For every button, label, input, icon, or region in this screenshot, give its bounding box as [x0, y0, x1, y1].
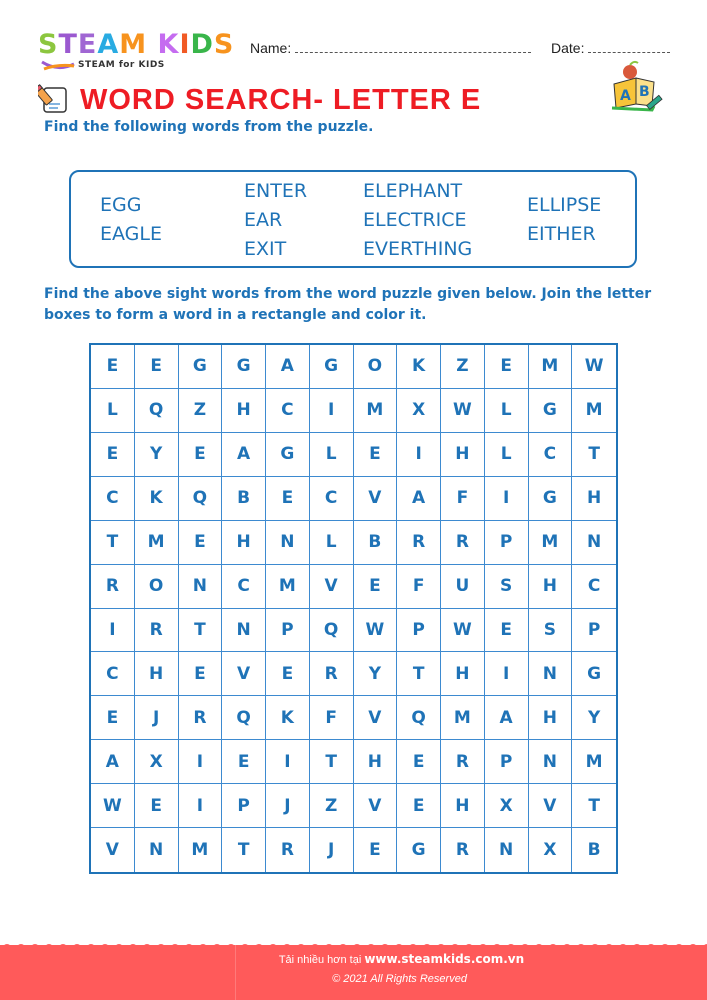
- grid-cell[interactable]: R: [397, 521, 441, 565]
- grid-cell[interactable]: I: [179, 740, 223, 784]
- grid-cell[interactable]: J: [266, 784, 310, 828]
- footer-download-text: [0, 952, 707, 966]
- grid-cell[interactable]: R: [91, 565, 135, 609]
- grid-cell[interactable]: W: [572, 345, 616, 389]
- date-blank[interactable]: [588, 40, 670, 53]
- grid-cell[interactable]: E: [91, 345, 135, 389]
- word-item: ELLIPSE: [527, 194, 602, 216]
- logo-subtitle: STEAM for KIDS: [78, 60, 165, 70]
- grid-cell[interactable]: I: [397, 433, 441, 477]
- grid-cell[interactable]: A: [91, 740, 135, 784]
- grid-cell[interactable]: P: [266, 609, 310, 653]
- grid-cell[interactable]: W: [441, 609, 485, 653]
- grid-cell[interactable]: W: [354, 609, 398, 653]
- logo-letter: A: [97, 29, 120, 60]
- grid-cell[interactable]: G: [310, 345, 354, 389]
- grid-cell[interactable]: P: [222, 784, 266, 828]
- grid-cell[interactable]: S: [529, 609, 573, 653]
- grid-cell[interactable]: E: [179, 521, 223, 565]
- logo-letter: T: [58, 29, 78, 60]
- grid-cell[interactable]: H: [529, 696, 573, 740]
- grid-cell[interactable]: H: [222, 389, 266, 433]
- grid-cell[interactable]: Q: [397, 696, 441, 740]
- grid-cell[interactable]: G: [179, 345, 223, 389]
- grid-cell[interactable]: P: [485, 521, 529, 565]
- grid-cell[interactable]: E: [354, 828, 398, 872]
- grid-cell[interactable]: F: [441, 477, 485, 521]
- grid-cell[interactable]: S: [485, 565, 529, 609]
- grid-cell[interactable]: E: [179, 433, 223, 477]
- grid-cell[interactable]: E: [266, 477, 310, 521]
- grid-cell[interactable]: B: [587, 840, 601, 861]
- abc-book-icon: [608, 60, 664, 116]
- grid-cell[interactable]: C: [91, 652, 135, 696]
- grid-cell[interactable]: E: [222, 740, 266, 784]
- grid-cell[interactable]: E: [354, 565, 398, 609]
- grid-cell[interactable]: I: [310, 389, 354, 433]
- word-item: EITHER: [527, 223, 596, 245]
- grid-cell[interactable]: H: [441, 652, 485, 696]
- grid-cell[interactable]: Z: [441, 345, 485, 389]
- grid-cell[interactable]: E: [485, 609, 529, 653]
- grid-cell[interactable]: H: [529, 565, 573, 609]
- grid-cell[interactable]: C: [572, 565, 616, 609]
- grid-cell[interactable]: R: [179, 696, 223, 740]
- grid-cell[interactable]: A: [222, 433, 266, 477]
- grid-cell[interactable]: O: [354, 345, 398, 389]
- grid-cell[interactable]: E: [397, 784, 441, 828]
- grid-cell[interactable]: I: [91, 609, 135, 653]
- grid-cell[interactable]: G: [529, 389, 573, 433]
- grid-cell[interactable]: H: [572, 477, 616, 521]
- word-item: ENTER: [244, 180, 308, 202]
- grid-cell[interactable]: C: [266, 389, 310, 433]
- grid-cell[interactable]: N: [529, 652, 573, 696]
- grid-cell[interactable]: R: [441, 828, 485, 872]
- grid-cell[interactable]: H: [441, 784, 485, 828]
- logo-letter: M: [119, 29, 148, 60]
- grid-cell[interactable]: A: [266, 345, 310, 389]
- grid-cell[interactable]: K: [135, 477, 179, 521]
- grid-cell[interactable]: L: [485, 433, 529, 477]
- grid-cell[interactable]: E: [91, 696, 135, 740]
- grid-cell[interactable]: G: [397, 828, 441, 872]
- grid-cell[interactable]: F: [310, 696, 354, 740]
- grid-cell[interactable]: Q: [222, 696, 266, 740]
- grid-cell[interactable]: P: [572, 609, 616, 653]
- grid-cell[interactable]: V: [354, 477, 398, 521]
- grid-cell[interactable]: T: [572, 433, 616, 477]
- date-label: Date:: [551, 40, 585, 56]
- logo-letter: [147, 30, 157, 60]
- grid-cell[interactable]: M: [529, 521, 573, 565]
- grid-cell[interactable]: N: [135, 828, 179, 872]
- page-title: WORD SEARCH- LETTER E: [80, 84, 482, 116]
- grid-cell[interactable]: Z: [310, 784, 354, 828]
- instruction-find-words: Find the following words from the puzzle.: [44, 119, 374, 135]
- logo-swoosh-icon: [40, 60, 76, 72]
- word-item: EAGLE: [100, 223, 162, 245]
- grid-cell[interactable]: Y: [135, 433, 179, 477]
- grid-cell[interactable]: J: [310, 828, 354, 872]
- grid-cell[interactable]: N: [485, 828, 529, 872]
- logo-letter: K: [157, 29, 180, 60]
- grid-cell[interactable]: Q: [310, 609, 354, 653]
- grid-cell[interactable]: R: [310, 652, 354, 696]
- grid-cell[interactable]: E: [179, 652, 223, 696]
- grid-cell[interactable]: W: [441, 389, 485, 433]
- grid-cell[interactable]: N: [529, 740, 573, 784]
- word-list-box: [69, 170, 637, 268]
- logo-letter: E: [77, 29, 98, 60]
- grid-cell[interactable]: L: [310, 521, 354, 565]
- grid-cell[interactable]: E: [354, 433, 398, 477]
- grid-cell[interactable]: N: [266, 521, 310, 565]
- grid-cell[interactable]: Y: [572, 696, 616, 740]
- grid-cell[interactable]: V: [222, 652, 266, 696]
- grid-cell[interactable]: M: [572, 389, 616, 433]
- grid-cell[interactable]: V: [354, 784, 398, 828]
- grid-cell[interactable]: M: [135, 521, 179, 565]
- word-item: EVERTHING: [363, 238, 473, 260]
- grid-cell[interactable]: E: [91, 433, 135, 477]
- grid-cell[interactable]: K: [397, 345, 441, 389]
- grid-cell[interactable]: T: [222, 828, 266, 872]
- grid-cell[interactable]: A: [485, 696, 529, 740]
- grid-cell[interactable]: Z: [179, 389, 223, 433]
- grid-cell[interactable]: B: [354, 521, 398, 565]
- word-item: EXIT: [244, 238, 287, 260]
- grid-cell[interactable]: F: [397, 565, 441, 609]
- word-item: EAR: [244, 209, 283, 231]
- grid-cell[interactable]: Q: [135, 389, 179, 433]
- grid-cell[interactable]: G: [266, 433, 310, 477]
- footer-prefix: Tải nhiều hơn tại: [278, 954, 365, 966]
- grid-cell[interactable]: M: [572, 740, 616, 784]
- grid-cell[interactable]: C: [222, 565, 266, 609]
- grid-cell[interactable]: T: [179, 609, 223, 653]
- grid-cell[interactable]: M: [179, 828, 223, 872]
- svg-text:A: A: [620, 88, 631, 104]
- word-item: ELEPHANT: [363, 180, 463, 202]
- grid-cell[interactable]: G: [572, 652, 616, 696]
- grid-cell[interactable]: M: [266, 565, 310, 609]
- grid-cell[interactable]: T: [310, 740, 354, 784]
- grid-cell[interactable]: H: [354, 740, 398, 784]
- logo-letter: D: [190, 29, 214, 60]
- grid-cell[interactable]: A: [397, 477, 441, 521]
- grid-cell[interactable]: K: [266, 696, 310, 740]
- grid-cell[interactable]: I: [485, 652, 529, 696]
- grid-cell[interactable]: I: [179, 784, 223, 828]
- grid-cell[interactable]: R: [441, 521, 485, 565]
- grid-cell[interactable]: V: [310, 565, 354, 609]
- grid-cell[interactable]: G: [529, 477, 573, 521]
- pencil-scroll-icon: [38, 82, 70, 114]
- grid-cell[interactable]: P: [397, 609, 441, 653]
- word-item: ELECTRICE: [363, 209, 467, 231]
- grid-cell[interactable]: H: [441, 433, 485, 477]
- grid-cell[interactable]: R: [266, 828, 310, 872]
- date-field[interactable]: [551, 40, 670, 56]
- instruction-puzzle: Find the above sight words from the word puzzle given below. Join the letter boxes to form a word in a rectangle and color it.: [44, 286, 652, 323]
- grid-cell[interactable]: Q: [179, 477, 223, 521]
- grid-cell[interactable]: J: [135, 696, 179, 740]
- grid-cell[interactable]: C: [529, 433, 573, 477]
- grid-cell[interactable]: E: [135, 345, 179, 389]
- grid-cell[interactable]: G: [222, 345, 266, 389]
- grid-cell[interactable]: T: [572, 784, 616, 828]
- svg-text:B: B: [639, 84, 650, 100]
- grid-cell[interactable]: T: [397, 652, 441, 696]
- grid-cell[interactable]: N: [222, 609, 266, 653]
- grid-cell[interactable]: X: [529, 828, 573, 872]
- word-search-grid[interactable]: [89, 343, 618, 874]
- grid-cell[interactable]: C: [310, 477, 354, 521]
- grid-cell[interactable]: R: [441, 740, 485, 784]
- grid-cell[interactable]: R: [135, 609, 179, 653]
- grid-cell[interactable]: O: [135, 565, 179, 609]
- grid-cell[interactable]: L: [485, 389, 529, 433]
- scallop-border: [0, 940, 707, 950]
- grid-cell[interactable]: M: [441, 696, 485, 740]
- footer-url-link[interactable]: www.steamkids.com.vn: [364, 952, 525, 966]
- grid-cell[interactable]: U: [441, 565, 485, 609]
- grid-cell[interactable]: L: [91, 389, 135, 433]
- grid-cell[interactable]: V: [91, 828, 135, 872]
- grid-cell[interactable]: E: [266, 652, 310, 696]
- grid-cell[interactable]: W: [91, 784, 135, 828]
- grid-cell[interactable]: L: [310, 433, 354, 477]
- grid-cell[interactable]: H: [135, 652, 179, 696]
- name-label: Name:: [250, 40, 292, 56]
- name-field[interactable]: [250, 40, 531, 56]
- grid-cell[interactable]: Y: [354, 652, 398, 696]
- steam-kids-logo: [38, 30, 238, 76]
- grid-cell[interactable]: M: [354, 389, 398, 433]
- grid-cell[interactable]: B: [222, 477, 266, 521]
- logo-letter: I: [179, 29, 191, 60]
- grid-cell[interactable]: N: [179, 565, 223, 609]
- logo-letter: S: [38, 29, 59, 60]
- grid-cell[interactable]: T: [91, 521, 135, 565]
- grid-cell[interactable]: M: [529, 345, 573, 389]
- grid-cell[interactable]: X: [397, 389, 441, 433]
- grid-cell[interactable]: H: [222, 521, 266, 565]
- logo-wordmark: [38, 30, 238, 60]
- grid-cell[interactable]: E: [485, 345, 529, 389]
- name-blank[interactable]: [295, 40, 531, 53]
- grid-cell[interactable]: V: [354, 696, 398, 740]
- grid-cell[interactable]: X: [485, 784, 529, 828]
- grid-cell[interactable]: P: [485, 740, 529, 784]
- footer-copyright: © 2021 All Rights Reserved: [332, 973, 467, 985]
- grid-cell[interactable]: E: [397, 740, 441, 784]
- grid-cell[interactable]: X: [135, 740, 179, 784]
- logo-letter: S: [213, 29, 235, 60]
- grid-cell[interactable]: C: [91, 477, 135, 521]
- grid-cell[interactable]: N: [572, 521, 616, 565]
- word-item: EGG: [100, 194, 142, 216]
- grid-cell[interactable]: I: [266, 740, 310, 784]
- grid-cell[interactable]: V: [529, 784, 573, 828]
- grid-cell[interactable]: I: [485, 477, 529, 521]
- grid-cell[interactable]: E: [135, 784, 179, 828]
